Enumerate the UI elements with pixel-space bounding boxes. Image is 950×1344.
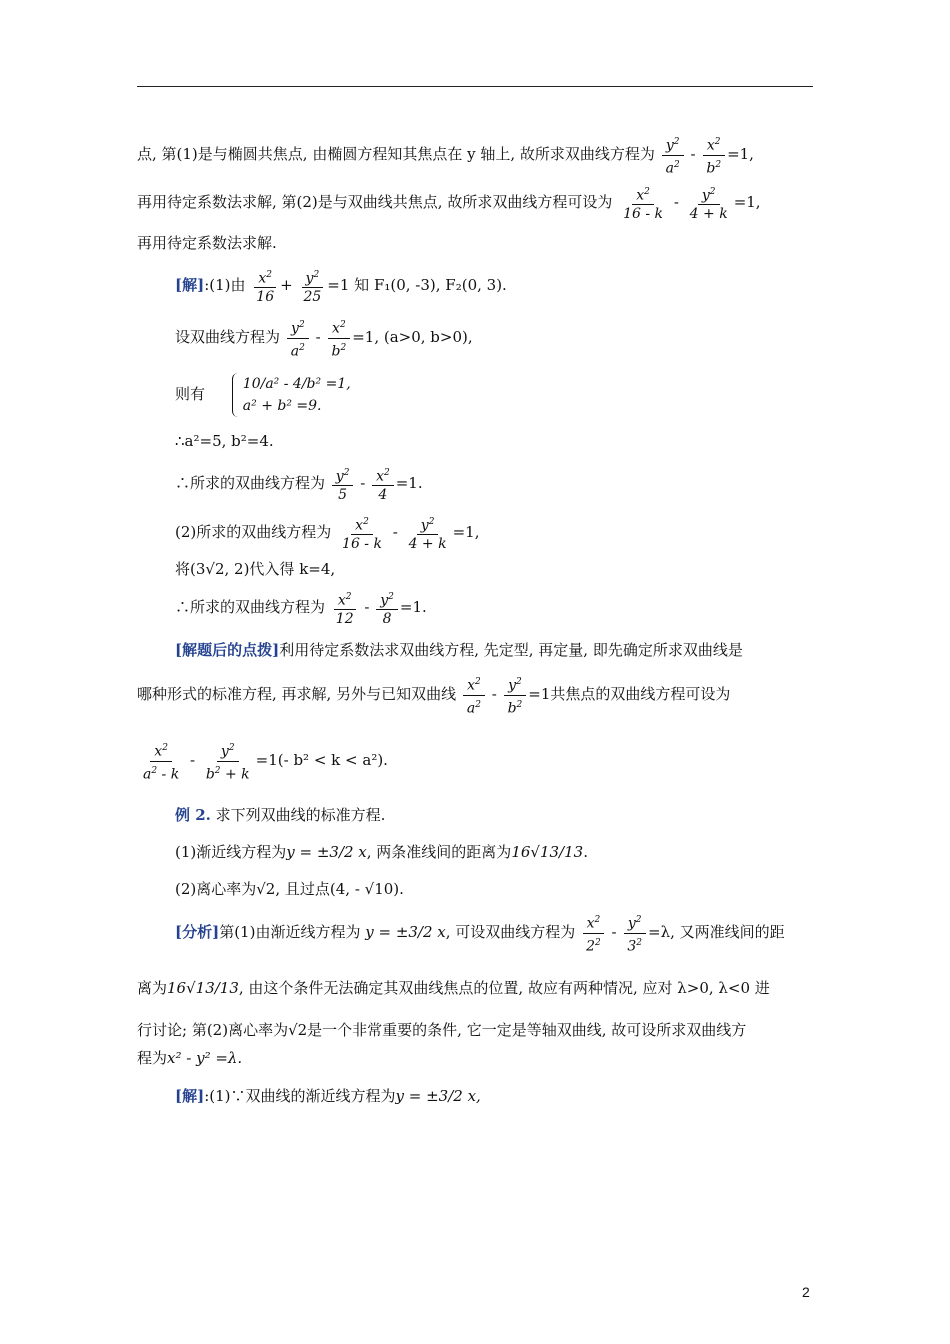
example-2-title [137,800,813,830]
text: ∴所求的双曲线方程为 [175,474,326,492]
equation-system [232,373,351,417]
text: 第(1)由渐近线方程为 [219,923,361,941]
text: , 由这个条件无法确定其双曲线焦点的位置, 故应有两种情况, 应对 λ>0, λ<0 进 [238,979,770,997]
tip-line1 [137,632,813,668]
document-body [137,130,813,1120]
page-number: 2 [802,1284,810,1300]
fraction-x2-a2-k: $\frac{x^2}{a^2 - k}$ [139,739,183,783]
text: 再用待定系数法求解, 第(2)是与双曲线共焦点, 故所求双曲线方程可设为 [137,193,613,211]
fraction-y2-a2: $\frac{y^2}{a^2}$ [662,133,684,177]
fraction-x2-16: $\frac{x^2}{16}$ [252,266,278,307]
fraction-y2-b2: $\frac{y^2}{b^2}$ [504,673,527,717]
solution-2-result: ∴所求的双曲线方程为 $\frac{x^2}{12}$ - $\frac{y^2}{8}$ =1. [137,582,813,632]
text: , 可设双曲线方程为 [445,923,576,941]
analysis-line4 [137,1044,813,1072]
text: 共焦点的双曲线方程可设为 [550,685,731,703]
text: 设双曲线方程为 [175,328,281,346]
paragraph-analysis-continued: 点, 第(1)是与椭圆共焦点, 由椭圆方程知其焦点在 y 轴上, 故所求双曲线方程为 $\frac{y^2}{a^2}$ - $\frac{x^2}{b^2}$ =1, [137,130,813,178]
text: 利用待定系数法求双曲线方程, 先定型, 再定量, 即先确定所求双曲线是 [279,641,743,659]
fraction-x2-16-k: $\frac{x^2}{16 - k}$ [619,183,667,224]
text: , 两条准线间的距离为 [366,843,512,861]
fraction-x2-12: $\frac{x^2}{12}$ [332,588,358,629]
fraction-y2-5: $\frac{y^2}{5}$ [332,464,354,505]
text: =1, (a>0, b>0), [352,328,473,346]
analysis-line1: [分析]第(1)由渐近线方程为 y = ±3/2 x, 可设双曲线方程为 $\frac{x^2}{2^2}$ - $\frac{y^2}{3^2}$ =λ, 又两准线间的距 [137,904,813,960]
tip-line3: $\frac{x^2}{a^2 - k}$ - $\frac{y^2}{b^2 + k}$ =1(- b² < k < a²). [137,720,813,800]
text: =1, [452,523,480,541]
distance-value: 16√13/13 [167,979,239,997]
paragraph-line2: 再用待定系数法求解, 第(2)是与双曲线共焦点, 故所求双曲线方程可设为 $\frac{x^2}{16 - k}$ - $\frac{y^2}{4 + k}$ =1, [137,178,813,226]
text: :(1)由 [204,276,246,294]
fraction-y2-8: $\frac{y^2}{8}$ [376,588,398,629]
solution-label: [解] [175,276,205,294]
solution-1-system [137,364,813,424]
solution-label: [解] [175,1087,205,1105]
tip-label: [解题后的点拨] [175,641,280,659]
text: 则有 [175,385,206,403]
system-row-1: 10/a² - 4/b² =1, [242,376,351,392]
fraction-x2-16-k: $\frac{x^2}{16 - k}$ [338,513,386,554]
solution-example-2 [137,1072,813,1120]
text: =1 [528,685,551,703]
fraction-y2-4-k: $\frac{y^2}{4 + k}$ [405,513,451,554]
equation: x² - y² =λ. [167,1049,243,1067]
text: , 又两准线间的距 [670,923,785,941]
text: 再用待定系数法求解. [137,234,277,252]
fraction-y2-4-k: $\frac{y^2}{4 + k}$ [686,183,732,224]
text: =1(- b² < k < a²). [255,751,388,769]
text: =1. [399,598,427,616]
text: 行讨论; 第(2)离心率为√2是一个非常重要的条件, 它一定是等轴双曲线, 故可设所求双曲线方 [137,1021,747,1039]
text: 将(3√2, 2)代入得 k=4, [175,560,336,578]
fraction-x2-a2: $\frac{x^2}{a^2}$ [463,673,485,717]
text: 点, 第(1)是与椭圆共焦点, 由椭圆方程知其焦点在 y 轴上, 故所求双曲线方程为 [137,145,655,163]
asymptote-equation: y = ±3/2 x, [395,1087,481,1105]
solution-2-line1: (2)所求的双曲线方程为 $\frac{x^2}{16 - k}$ - $\frac{y^2}{4 + k}$ =1, [137,508,813,556]
text: =1 知 F₁(0, -3), F₂(0, 3). [327,276,507,294]
text: ∴所求的双曲线方程为 [175,598,326,616]
fraction-x2-b2: $\frac{x^2}{b^2}$ [328,316,351,360]
text: 哪种形式的标准方程, 再求解, 另外与已知双曲线 [137,685,457,703]
solution-1-result: ∴所求的双曲线方程为 $\frac{y^2}{5}$ - $\frac{x^2}{4}$ =1. [137,458,813,508]
solution-1-line1: [解]:(1)由 $\frac{x^2}{16}$ + $\frac{y^2}{25}$ =1 知 F₁(0, -3), F₂(0, 3). [137,260,813,310]
text: 离为 [137,979,168,997]
solution-1-line2: 设双曲线方程为 $\frac{y^2}{a^2}$ - $\frac{x^2}{b^2}$ =1, (a>0, b>0), [137,310,813,364]
fraction-y2-25: $\frac{y^2}{25}$ [299,266,325,307]
fraction-x2-22: $\frac{x^2}{2^2}$ [582,911,605,955]
system-row-2: a² + b² =9. [242,398,322,414]
fraction-y2-a2: $\frac{y^2}{a^2}$ [287,316,309,360]
example-2-q1: (1)渐近线方程为y = ±3/2 x, 两条准线间的距离为16√13/13. [175,843,588,861]
text: (2)离心率为√2, 且过点(4, - √10). [175,880,404,898]
example-label: 例 2. [175,806,211,824]
text: 程为 [137,1049,168,1067]
analysis-label: [分析] [175,923,220,941]
fraction-y2-32: $\frac{y^2}{3^2}$ [623,911,646,955]
fraction-y2-b2-k: $\frac{y^2}{b^2 + k}$ [202,739,254,783]
header-rule [137,86,813,87]
text: 求下列双曲线的标准方程. [215,806,386,824]
fraction-x2-4: $\frac{x^2}{4}$ [372,464,394,505]
asymptote-equation: y = ±3/2 x [365,923,446,941]
fraction-x2-b2: $\frac{x^2}{b^2}$ [702,133,725,177]
text: (1)渐近线方程为 [175,843,287,861]
analysis-line2 [137,960,813,1016]
text: ∴a²=5, b²=4. [175,432,274,450]
text: :(1)∵双曲线的渐近线方程为 [204,1087,396,1105]
tip-line2: 哪种形式的标准方程, 再求解, 另外与已知双曲线 $\frac{x^2}{a^2}$ - $\frac{y^2}{b^2}$ =1共焦点的双曲线方程可设为 [137,668,813,720]
asymptote-equation: y = ±3/2 x [286,843,367,861]
text: (2)所求的双曲线方程为 [175,523,332,541]
text: =λ [648,923,671,941]
text: =1. [395,474,423,492]
distance-value: 16√13/13 [511,843,584,861]
